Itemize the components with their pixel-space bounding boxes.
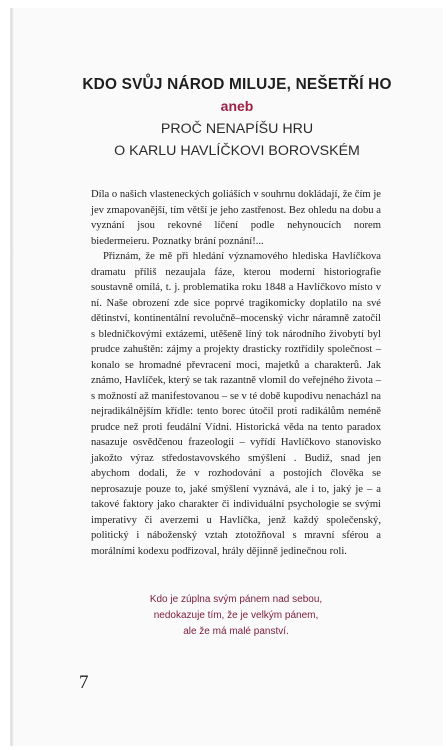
quote-line-2: nedokazuje tím, že je velkým pánem, [153, 610, 319, 621]
paragraph-2: Přiznám, že mě při hledání významového hlediska Havlíčkova dramatu příliš nezaujala fáze, kterou moderní historiografie soustavně omílá, t. j. problematika roku 1848 a Havlíčkovo místo v ní. Naše obrození zde sice poprvé tragikomicky doplatilo na své dětinství, kontinentální revolučně–mocenský vichr náramně zatočil s bledničkovými extázemi, utěšeně líný tok národního živobytí byl prudce zahuštěn: zájmy a projekty drasticky roztřídily společnost – konalo se hromadné převracení moci, majetků a charakterů. Jak známo, Havlíček, který se tak razantně vlomil do veřejného života – s možností až manifestovanou – se v té době kupodivu nenacházl na nejradikálnějším křídle: tento borec útočil proti radikálům neméně prudce než proti feudální Vídni. Historická věda na tento paradox nasazuje osvědčenou frazeologii – vyřídí Havlíčkovo stanovisko jakožto výraz středostavovského smýšlení . Budiž, snad jen abychom dodali, že v rozhodování a postojích člověka se neprosazuje pouze to, jaké smýšlení vyznává, ale i to, jaký je – a takové faktory jako charakter či individuální psychologie se svými imperativy či averzemi u Havlíčka, jenž každý společenský, politický i náboženský vztah ztotožňoval s mravní sférou a morálními kodexu podřizoval, hrály dějinně jedinečnou roli. [91, 251, 381, 557]
page-number: 7 [79, 672, 89, 693]
book-page [10, 8, 443, 746]
quote-line-3: ale že má malé panství. [183, 626, 289, 637]
chapter-subtitle-line2: O KARLU HAVLÍČKOVI BOROVSKÉM [114, 143, 360, 159]
body-text [91, 187, 381, 559]
quote-line-1: Kdo je zúplna svým pánem nad sebou, [149, 594, 323, 605]
epigraph-quote [121, 592, 351, 640]
title-connector: aneb [220, 98, 254, 114]
page-spine-shadow [11, 8, 14, 746]
chapter-title: KDO SVŮJ NÁROD MILUJE, NEŠETŘÍ HO [82, 76, 392, 93]
paragraph-1: Díla o našich vlasteneckých goliáších v souhrnu dokládají, že čím je jev zmapovanější, tím větší je jeho zastřenost. Bez ohledu na dobu a vyznání jsou rekovné líčení podle nehynoucích norem biedermeieru. Poznatky brání poznání!... [91, 189, 381, 247]
chapter-subtitle-line1: PROČ NENAPÍŠU HRU [160, 121, 314, 137]
